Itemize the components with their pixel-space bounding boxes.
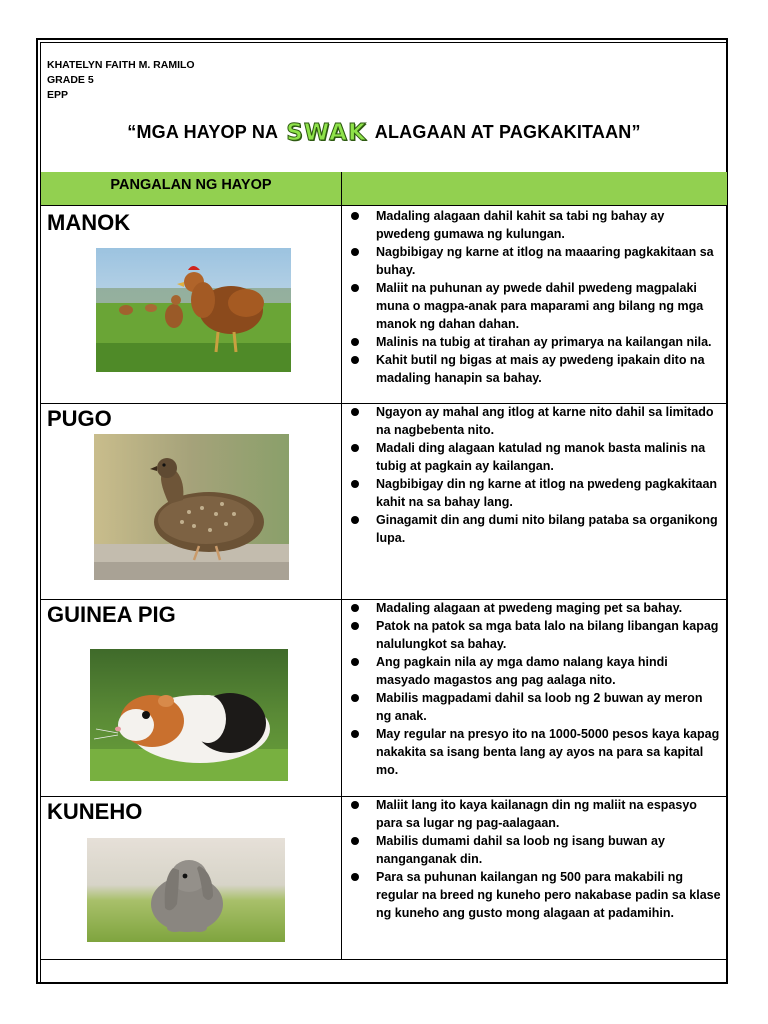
list-item: Patok na patok sa mga bata lalo na bilang libangan kapag nalulungkot sa bahay. <box>349 617 721 653</box>
list-item: Madali ding alagaan katulad ng manok basta malinis na tubig at pagkain ay kailangan. <box>349 439 721 475</box>
list-item: Kahit butil ng bigas at mais ay pwedeng ipakain dito na madaling hanapin sa bahay. <box>349 351 721 387</box>
animal-name-guinea-pig: GUINEA PIG <box>47 602 176 627</box>
student-name: KHATELYN FAITH M. RAMILO <box>47 59 195 71</box>
list-item: Mabilis magpadami dahil sa loob ng 2 buwan ay meron ng anak. <box>349 689 721 725</box>
kuneho-bullet-list <box>349 796 721 922</box>
column-header-animal-name: PANGALAN NG HAYOP <box>110 177 272 193</box>
manok-bullet-list <box>349 207 721 387</box>
list-item: Maliit na puhunan ay pwede dahil pwedeng magpalaki muna o magpa-anak para maparami ang bilang ng mga manok ng dahan dahan. <box>349 279 721 333</box>
title-left: “MGA HAYOP NA <box>127 122 279 142</box>
student-subject: EPP <box>47 89 69 101</box>
title-right: ALAGAAN AT PAGKAKITAAN” <box>374 122 641 142</box>
list-item: Madaling alagaan dahil kahit sa tabi ng bahay ay pwedeng gumawa ng kulungan. <box>349 207 721 243</box>
column-divider <box>341 205 342 960</box>
guinea-pig-photo <box>90 649 288 781</box>
animal-name-kuneho: KUNEHO <box>47 799 143 824</box>
list-item: Maliit lang ito kaya kailanagn din ng maliit na espasyo para sa lugar ng pag-aalagaan. <box>349 796 721 832</box>
guinea-pig-bullet-list <box>349 599 721 779</box>
rabbit-photo <box>87 838 285 942</box>
list-item: Ngayon ay mahal ang itlog at karne nito dahil sa limitado na nagbebenta nito. <box>349 403 721 439</box>
student-info <box>47 58 195 103</box>
row-border <box>40 205 728 206</box>
list-item: Para sa puhunan kailangan ng 500 para makabili ng regular na breed ng kuneho pero nakabase padin sa klase ng kuneho ang gusto mong alagaan at padamihin. <box>349 868 721 922</box>
chicken-photo <box>96 248 291 372</box>
list-item: Madaling alagaan at pwedeng maging pet sa bahay. <box>349 599 721 617</box>
list-item: Malinis na tubig at tirahan ay primarya na kailangan nila. <box>349 333 721 351</box>
list-item: Nagbibigay ng karne at itlog na maaaring pagkakitaan sa buhay. <box>349 243 721 279</box>
list-item: Ginagamit din ang dumi nito bilang pataba sa organikong lupa. <box>349 511 721 547</box>
pugo-bullet-list <box>349 403 721 547</box>
list-item: May regular na presyo ito na 1000-5000 pesos kaya kapag nakakita sa isang benta lang ay ayos na para sa kapital mo. <box>349 725 721 779</box>
page-title <box>40 118 728 144</box>
list-item: Nagbibigay din ng karne at itlog na pwedeng pagkakitaan kahit na sa bahay lang. <box>349 475 721 511</box>
student-grade: GRADE 5 <box>47 74 94 86</box>
quail-photo <box>94 434 289 580</box>
animal-name-pugo: PUGO <box>47 406 112 431</box>
row-border <box>40 959 728 960</box>
animal-name-manok: MANOK <box>47 210 131 235</box>
list-item: Mabilis dumami dahil sa loob ng isang buwan ay nanganganak din. <box>349 832 721 868</box>
list-item: Ang pagkain nila ay mga damo nalang kaya hindi masyado magastos ang pag aalaga nito. <box>349 653 721 689</box>
table-header-divider <box>341 172 342 205</box>
title-highlight-swak: SWAK <box>286 120 367 146</box>
